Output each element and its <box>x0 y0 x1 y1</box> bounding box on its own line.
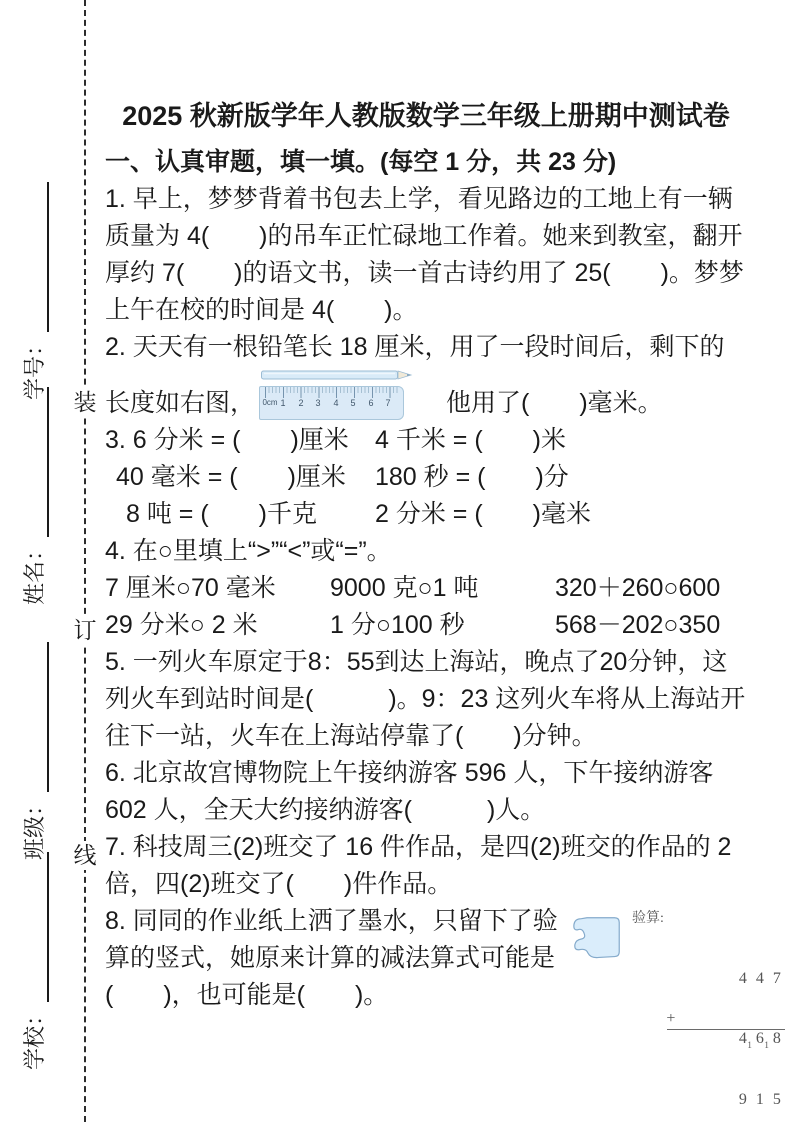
school-blank <box>25 852 49 1002</box>
q3-conversion: 2 分米 = ( )毫米 <box>375 500 591 528</box>
q4-comparison: 568－202○350 <box>555 611 721 639</box>
q4-comparison: 9000 克○1 吨 <box>330 574 479 602</box>
digit: 7 <box>772 970 781 987</box>
name-label: 姓名： <box>22 538 47 605</box>
ruler-label: 2 <box>298 398 304 408</box>
ruler-ticks <box>265 387 399 398</box>
q5-line: 列火车到站时间是( )。9：23 这列火车将从上海站开 <box>105 685 746 713</box>
ruler-label: 7 <box>385 398 391 408</box>
sum-row <box>667 1070 785 1108</box>
q8-line: ( )，也可能是( )。 <box>105 981 389 1009</box>
q8-line: 算的竖式，她原来计算的减法算式可能是 <box>105 944 556 972</box>
ruler-label: 5 <box>350 398 356 408</box>
q2-text-before-ruler: 长度如右图， <box>105 389 256 417</box>
ruler-label: 0cm <box>262 398 278 407</box>
section-1-heading: 一、认真审题，填一填。(每空 1 分，共 23 分) <box>105 148 617 176</box>
binding-char-xian: 线 <box>73 842 97 868</box>
question-2 <box>105 329 747 422</box>
q2-text-after-ruler: 他用了( )毫米。 <box>421 389 663 417</box>
pencil-ruler-figure <box>259 366 413 420</box>
q3-conversion: 3. 6 分米 = ( )厘米 <box>105 426 349 454</box>
q5-line: 往下一站，火车在上海站停靠了( )分钟。 <box>105 722 597 750</box>
question-8 <box>105 903 781 1108</box>
q3-conversion: 180 秒 = ( )分 <box>375 463 569 491</box>
question-1 <box>105 181 747 329</box>
vertical-addition <box>667 909 785 1130</box>
ink-blot-icon <box>573 915 623 963</box>
q8-line: 8. 同同的作业纸上洒了墨水，只留下了验 <box>105 907 558 935</box>
digit: 8 <box>772 1030 781 1047</box>
question-6 <box>105 755 747 829</box>
q2-line: 2. 天天有一根铅笔长 18 厘米，用了一段时间后，剩下的 <box>105 333 725 361</box>
q4-heading: 4. 在○里填上“>”“<”或“=”。 <box>105 537 392 565</box>
paper-content <box>105 0 781 1108</box>
q6-line: 6. 北京故宫博物院上午接纳游客 596 人，下午接纳游客 <box>105 759 714 787</box>
addend-row-2: + 41 61 8 <box>667 1009 785 1030</box>
ruler-label: 1 <box>280 398 286 408</box>
digit: 4 <box>738 970 747 987</box>
digit: 4 <box>738 1030 747 1047</box>
question-7 <box>105 829 747 903</box>
q7-line: 7. 科技周三(2)班交了 16 件作品，是四(2)班交的作品的 2 <box>105 833 732 861</box>
q3-conversion: 40 毫米 = ( )厘米 <box>116 463 346 491</box>
q4-comparison: 320＋260○600 <box>555 574 721 602</box>
question-4 <box>105 533 747 644</box>
question-3 <box>105 422 747 533</box>
ruler-label: 4 <box>333 398 339 408</box>
digit: 9 <box>738 1091 747 1108</box>
name-blank <box>25 387 49 537</box>
ruler-icon <box>259 386 404 420</box>
q3-row <box>105 496 747 533</box>
q1-line: 质量为 4( )的吊车正忙碌地工作着。她来到教室，翻开 <box>105 222 743 250</box>
pencil-icon <box>261 368 413 382</box>
q4-comparison: 7 厘米○70 毫米 <box>105 574 276 602</box>
q4-comparison: 29 分米○ 2 米 <box>105 611 258 639</box>
q1-line: 上午在校的时间是 4( )。 <box>105 296 418 324</box>
addend-row-1 <box>667 949 785 987</box>
binding-char-zhuang: 装 <box>73 389 97 415</box>
class-blank <box>25 642 49 792</box>
digit: 6 <box>755 1030 764 1047</box>
q3-conversion: 4 千米 = ( )米 <box>375 426 566 454</box>
q5-line: 5. 一列火车原定于8：55到达上海站，晚点了20分钟，这 <box>105 648 728 676</box>
q3-conversion: 8 吨 = ( )千克 <box>126 500 317 528</box>
verification-calculation <box>632 909 785 1130</box>
q1-line: 厚约 7( )的语文书，读一首古诗约用了 25( )。梦梦 <box>105 259 744 287</box>
digit: 5 <box>772 1091 781 1108</box>
student-id-blank <box>25 182 49 332</box>
name-field <box>15 355 49 605</box>
plus-sign: + <box>666 1010 676 1027</box>
q4-row <box>105 570 747 607</box>
q3-row <box>105 459 747 496</box>
student-id-label: 学号： <box>22 333 47 400</box>
q7-line: 倍，四(2)班交了( )件作品。 <box>105 870 453 898</box>
class-label: 班级： <box>22 793 47 860</box>
q4-comparison: 1 分○100 秒 <box>330 611 465 639</box>
q4-row <box>105 607 747 644</box>
verification-label: 验算: <box>632 911 668 926</box>
digit: 1 <box>755 1091 764 1108</box>
binding-dashed-line <box>84 0 86 1122</box>
page-title: 2025 秋新版学年人教版数学三年级上册期中测试卷 <box>122 101 730 131</box>
digit: 4 <box>755 970 764 987</box>
q3-row <box>105 422 747 459</box>
q2-ruler-line <box>105 366 747 422</box>
ruler-label: 3 <box>315 398 321 408</box>
binding-char-ding: 订 <box>73 617 97 643</box>
school-field <box>15 820 49 1070</box>
question-5 <box>105 644 747 755</box>
q1-line: 1. 早上，梦梦背着书包去上学，看见路边的工地上有一辆 <box>105 185 733 213</box>
q8-figure <box>573 909 781 1130</box>
school-label: 学校： <box>22 1003 47 1070</box>
ruler-label: 6 <box>368 398 374 408</box>
q6-line: 602 人，全天大约接纳游客( )人。 <box>105 796 546 824</box>
